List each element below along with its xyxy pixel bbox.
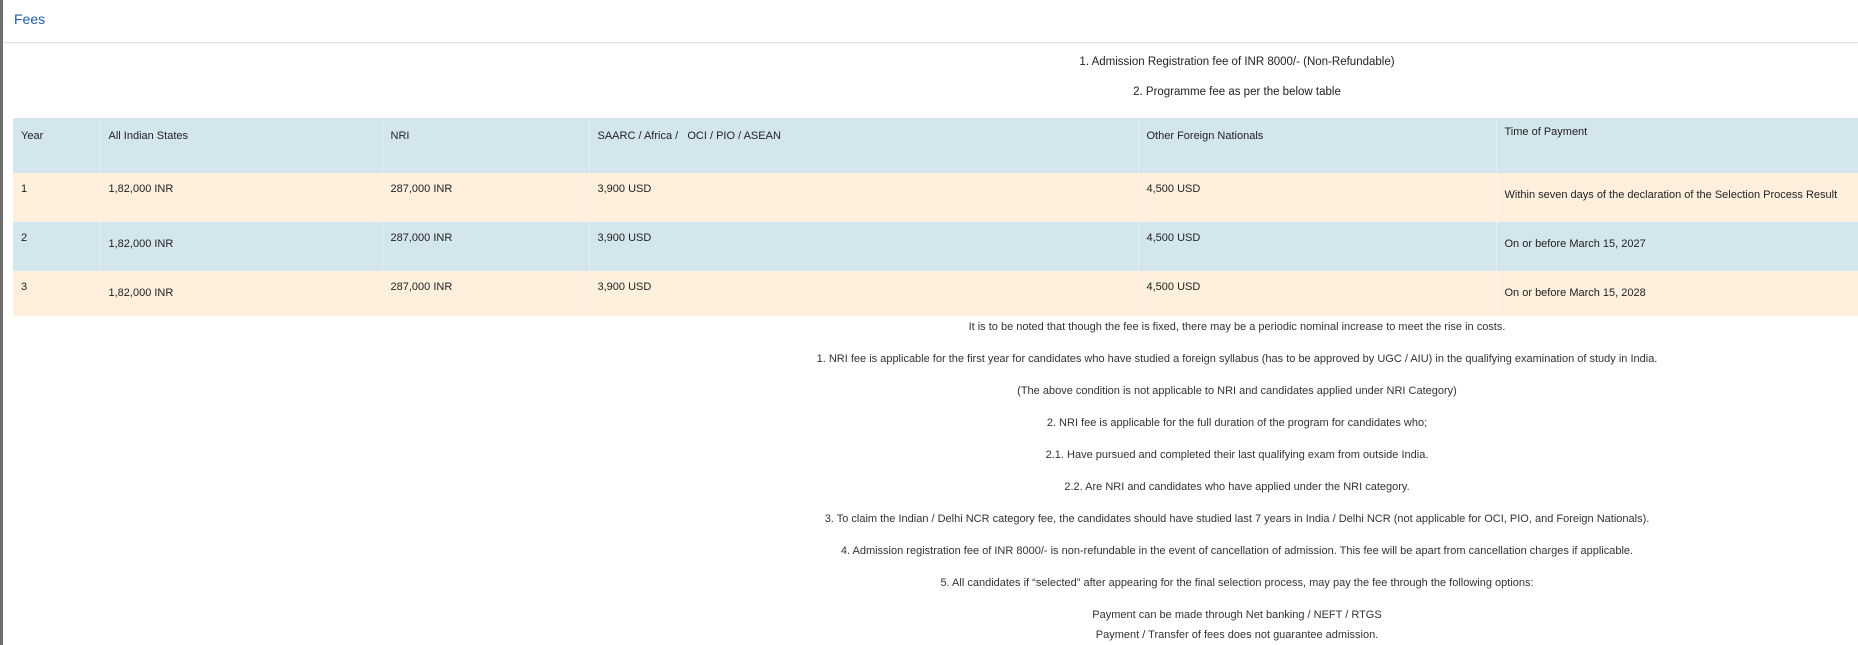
- note-registration-nonrefundable: 4. Admission registration fee of INR 8000/- is non-refundable in the event of cancellation of admission. This fee will be apart from cancellation charges if applicable.: [840, 545, 1634, 557]
- cell-all-indian-states: 1,82,000 INR: [100, 173, 382, 222]
- cell-nri: 287,000 INR: [382, 271, 589, 316]
- table-row: [13, 222, 1858, 271]
- cell-year: 2: [13, 222, 100, 271]
- intro-programme-fee: 2. Programme fee as per the below table: [1133, 86, 1341, 98]
- table-header-row: [13, 118, 1858, 173]
- note-payment-options: 5. All candidates if “selected” after appearing for the final selection process, may pay the fee through the following options:: [940, 577, 1534, 589]
- note-nri-full-duration: 2. NRI fee is applicable for the full duration of the program for candidates who;: [1046, 417, 1428, 429]
- col-header-all-indian-states: All Indian States: [100, 118, 382, 173]
- panel-title: Fees: [14, 11, 46, 27]
- cell-year: 1: [13, 173, 100, 222]
- cell-time-of-payment: On or before March 15, 2027: [1496, 222, 1858, 271]
- cell-saarc: 3,900 USD: [589, 173, 1138, 222]
- cell-all-indian-states: 1,82,000 INR: [100, 271, 382, 316]
- note-nri-2-1: 2.1. Have pursued and completed their last qualifying exam from outside India.: [1045, 449, 1429, 461]
- fee-table: [13, 118, 1858, 316]
- cell-nri: 287,000 INR: [382, 173, 589, 222]
- note-fee-increase: It is to be noted that though the fee is fixed, there may be a periodic nominal increase to meet the rise in costs.: [968, 321, 1506, 333]
- note-no-guarantee: Payment / Transfer of fees does not guarantee admission.: [1095, 629, 1379, 641]
- cell-nri: 287,000 INR: [382, 222, 589, 271]
- cell-year: 3: [13, 271, 100, 316]
- col-header-nri: NRI: [382, 118, 589, 173]
- col-header-saarc-africa-oci-pio-asean: SAARC / Africa / OCI / PIO / ASEAN: [589, 118, 1138, 173]
- col-header-other-foreign-nationals: Other Foreign Nationals: [1138, 118, 1496, 173]
- col-header-year: Year: [13, 118, 100, 173]
- note-nri-condition: (The above condition is not applicable to NRI and candidates applied under NRI Category): [1017, 385, 1457, 397]
- col-header-time-of-payment: Time of Payment: [1496, 118, 1858, 173]
- note-payment-methods: Payment can be made through Net banking / NEFT / RTGS: [1092, 609, 1382, 621]
- table-row: [13, 173, 1858, 222]
- cell-time-of-payment: Within seven days of the declaration of the Selection Process Result: [1496, 173, 1858, 222]
- cell-saarc: 3,900 USD: [589, 271, 1138, 316]
- cell-time-of-payment: On or before March 15, 2028: [1496, 271, 1858, 316]
- intro-registration-fee: 1. Admission Registration fee of INR 8000/- (Non-Refundable): [1079, 56, 1395, 68]
- note-nri-first-year: 1. NRI fee is applicable for the first year for candidates who have studied a foreign syllabus (has to be approved by UGC / AIU) in the qualifying examination of study in India.: [816, 353, 1658, 365]
- cell-all-indian-states: 1,82,000 INR: [100, 222, 382, 271]
- note-nri-2-2: 2.2. Are NRI and candidates who have applied under the NRI category.: [1064, 481, 1410, 493]
- panel-header: [3, 0, 1858, 43]
- cell-other-foreign: 4,500 USD: [1138, 222, 1496, 271]
- cell-other-foreign: 4,500 USD: [1138, 271, 1496, 316]
- table-row: [13, 271, 1858, 316]
- cell-other-foreign: 4,500 USD: [1138, 173, 1496, 222]
- cell-saarc: 3,900 USD: [589, 222, 1138, 271]
- note-delhi-ncr: 3. To claim the Indian / Delhi NCR category fee, the candidates should have studied last 7 years in India / Delhi NCR (not applicable for OCI, PIO, and Foreign Nationals).: [824, 513, 1650, 525]
